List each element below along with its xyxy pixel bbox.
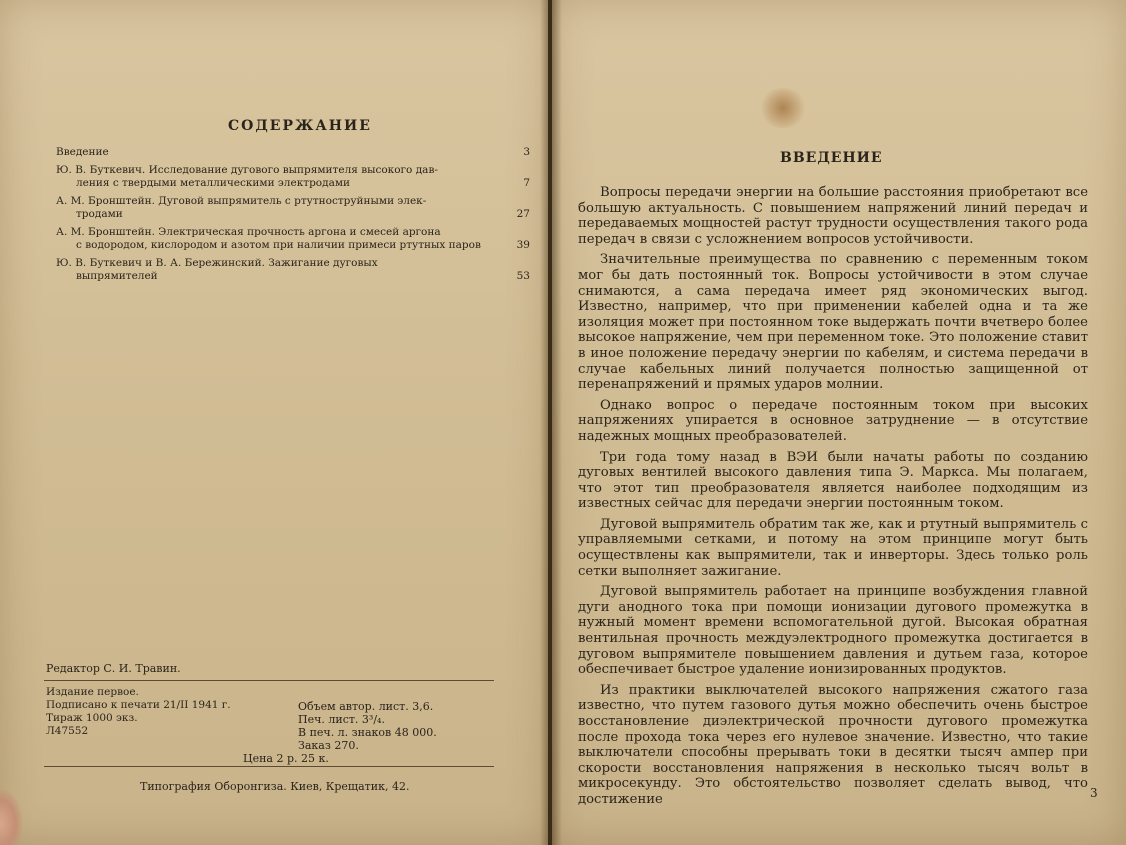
- imprint-line: Издание первое.: [46, 686, 139, 698]
- toc-entry-page: 53: [516, 270, 530, 282]
- price: Цена 2 р. 25 к.: [243, 752, 329, 765]
- intro-body: [578, 185, 1088, 813]
- intro-paragraph: Однако вопрос о передаче постоянным током при высоких напряжениях упирается в основное затруднение — в отсутствие надежных мощных преобразователей.: [578, 397, 1088, 444]
- imprint-line: Подписано к печати 21/II 1941 г.: [46, 699, 231, 711]
- paper-stain: [758, 88, 808, 128]
- toc-entry: [56, 164, 536, 190]
- imprint-line: Тираж 1000 экз.: [46, 712, 138, 724]
- toc-entry-text: Ю. В. Буткевич и В. А. Бережинский. Зажигание дуговых: [56, 257, 378, 269]
- imprint-line: Л47552: [46, 725, 89, 737]
- printer-divider: [44, 766, 494, 767]
- imprint-divider: [44, 680, 494, 681]
- toc-entry: [56, 257, 536, 283]
- toc-entry-page: 27: [516, 208, 530, 220]
- table-of-contents: [56, 146, 536, 288]
- toc-entry: [56, 195, 536, 221]
- toc-entry-text: А. М. Бронштейн. Электрическая прочность аргона и смесей аргона: [56, 226, 441, 238]
- book-gutter: [540, 0, 562, 845]
- intro-paragraph: Из практики выключателей высокого напряжения сжатого газа известно, что путем газового дутья можно обеспечить очень быстрое восстановление диэлектрической прочности дугового промежутка после прохода тока через его нулевое значение. Известно, что такие выключатели способны прерывать токи в десятки тысяч ампер при скорости восстановления напряжения в несколько тысяч вольт в микросекунду. Это обстоятельство позволяет сделать вывод, что достижение: [578, 682, 1088, 807]
- toc-entry-text: А. М. Бронштейн. Дуговой выпрямитель с ртутноструйными элек-: [56, 195, 427, 207]
- imprint-right: [298, 700, 437, 752]
- toc-entry-text: ления с твердыми металлическими электродами: [76, 177, 350, 189]
- page-number: 3: [1090, 786, 1098, 800]
- toc-title: СОДЕРЖАНИЕ: [228, 118, 372, 134]
- toc-entry: [56, 226, 536, 252]
- toc-entry-page: 3: [523, 146, 530, 158]
- toc-entry: [56, 146, 536, 159]
- toc-entry-page: 39: [516, 239, 530, 251]
- intro-paragraph: Значительные преимущества по сравнению с переменным током мог бы дать постоянный ток. Вопросы устойчивости в этом случае снимаются, а сама передача имеет ряд экономических выгод. Известно, например, что при применении кабелей одна и та же изоляция может при постоянном токе выдержать почти вчетверо более высокое напряжение, чем при переменном токе. Это положение ставит в иное положение передачу энергии по кабелям, и система передачи в случае кабельных линий получается полностью защищенной от перенапряжений и прямых ударов молнии.: [578, 252, 1088, 393]
- toc-entry-text: Введение: [56, 146, 109, 158]
- toc-entry-text: тродами: [76, 208, 123, 220]
- imprint-line: Печ. лист. 3³/₄.: [298, 713, 385, 726]
- imprint-line: В печ. л. знаков 48 000.: [298, 726, 437, 739]
- intro-title: ВВЕДЕНИЕ: [780, 150, 883, 166]
- intro-paragraph: Три года тому назад в ВЭИ были начаты работы по созданию дуговых вентилей высокого давления типа Э. Маркса. Мы полагаем, что этот тип преобразователя является наиболее подходящим из известных сейчас для передачи энергии постоянным током.: [578, 449, 1088, 512]
- intro-paragraph: Дуговой выпрямитель обратим так же, как и ртутный выпрямитель с управляемыми сетками, и потому на этом принципе могут быть осуществлены как выпрямители, так и инверторы. Здесь только роль сетки выполняет зажигание.: [578, 516, 1088, 579]
- toc-entry-text: Ю. В. Буткевич. Исследование дугового выпрямителя высокого дав-: [56, 164, 438, 176]
- imprint-line: Объем автор. лист. 3,6.: [298, 700, 434, 713]
- thumb: [0, 790, 22, 845]
- printer-line: Типография Оборонгиза. Киев, Крещатик, 42.: [140, 780, 410, 793]
- imprint-left: [46, 686, 231, 738]
- toc-entry-text: выпрямителей: [76, 270, 158, 282]
- editor-line: Редактор С. И. Травин.: [46, 662, 181, 675]
- intro-paragraph: Дуговой выпрямитель работает на принципе возбуждения главной дуги анодного тока при помощи ионизации дугового промежутка в нужный момент времени вспомогательной дугой. Высокая обратная вентильная прочность междуэлектродного промежутка достигается в дуговом выпрямителе повышением давления и дутьем газа, которое обеспечивает быстрое удаление ионизированных продуктов.: [578, 584, 1088, 678]
- toc-entry-text: с водородом, кислородом и азотом при наличии примеси ртутных паров: [76, 239, 481, 251]
- toc-entry-page: 7: [523, 177, 530, 189]
- intro-paragraph: Вопросы передачи энергии на большие расстояния приобретают все большую актуальность. С повышением напряжений линий передач и передаваемых мощностей растут трудности осуществления такого рода передач в связи с усложнением вопросов устойчивости.: [578, 185, 1088, 247]
- imprint-line: Заказ 270.: [298, 739, 359, 752]
